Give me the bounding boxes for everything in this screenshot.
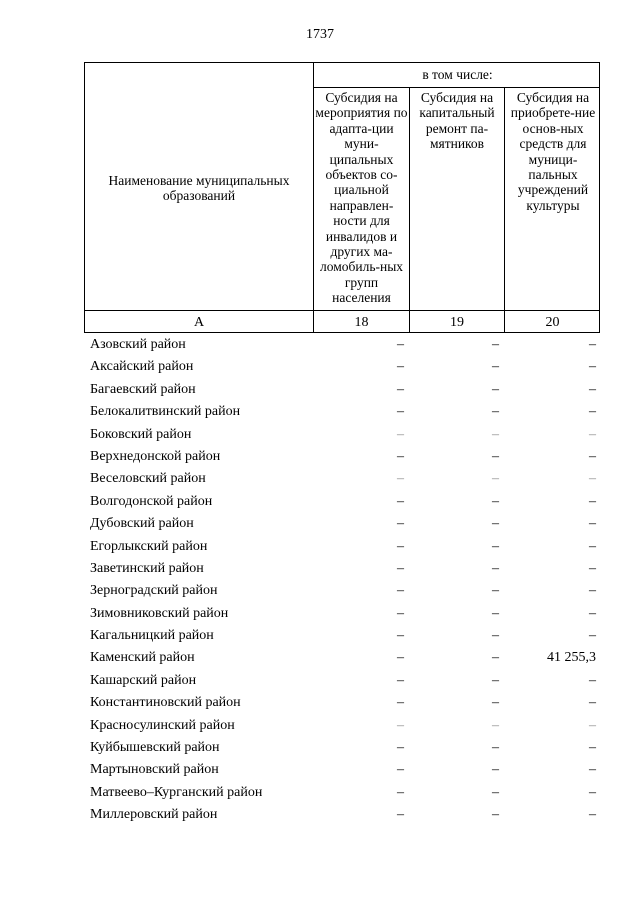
district-name: Каменский район [90, 650, 195, 666]
value-col-18: – [397, 762, 404, 778]
table-row [0, 379, 640, 401]
value-col-18: – [397, 493, 404, 509]
district-name: Константиновский район [90, 695, 241, 711]
district-name: Зимовниковский район [90, 605, 229, 621]
value-col-20: – [589, 605, 596, 621]
column-number-a: А [193, 315, 205, 330]
divider [85, 310, 600, 311]
column-number-20: 20 [545, 315, 560, 330]
value-col-20: – [589, 381, 596, 397]
table-row [0, 759, 640, 781]
value-col-18: – [397, 583, 404, 599]
table-body [0, 334, 640, 827]
value-col-19: – [492, 740, 499, 756]
value-col-18: – [397, 538, 404, 554]
value-col-18: – [397, 628, 404, 644]
value-col-19: – [492, 583, 499, 599]
value-col-20: – [589, 784, 596, 800]
table-header [84, 62, 600, 333]
column-19-header: Субсидия на капитальный ремонт па-мятников [419, 90, 495, 152]
district-name: Дубовский район [90, 516, 194, 532]
value-col-19: – [492, 381, 499, 397]
value-col-19: – [492, 493, 499, 509]
value-col-20: – [589, 762, 596, 778]
table-row [0, 647, 640, 669]
value-col-20: – [589, 807, 596, 823]
table-row [0, 468, 640, 490]
value-col-18: – [397, 560, 404, 576]
table-row [0, 356, 640, 378]
value-col-19: – [492, 605, 499, 621]
value-col-18: – [397, 650, 404, 666]
district-name: Веселовский район [90, 471, 206, 487]
value-col-19: – [492, 471, 499, 487]
value-col-19: – [492, 404, 499, 420]
value-col-18: – [397, 807, 404, 823]
value-col-19: – [492, 560, 499, 576]
value-col-19: – [492, 516, 499, 532]
value-col-20: – [589, 337, 596, 352]
value-col-20: – [589, 448, 596, 464]
table-row [0, 536, 640, 558]
table-row [0, 580, 640, 602]
table-row [0, 625, 640, 647]
value-col-19: – [492, 717, 499, 733]
district-name: Волгодонской район [90, 493, 213, 509]
value-col-20: – [589, 426, 596, 442]
value-col-20: – [589, 516, 596, 532]
value-col-18: – [397, 695, 404, 711]
value-col-18: – [397, 404, 404, 420]
district-name: Заветинский район [90, 560, 204, 576]
value-col-19: – [492, 672, 499, 688]
page-number: 1737 [306, 27, 334, 42]
district-name: Багаевский район [90, 381, 196, 397]
district-name: Боковский район [90, 426, 192, 442]
district-name: Азовский район [90, 337, 186, 352]
value-col-18: – [397, 784, 404, 800]
value-col-19: – [492, 538, 499, 554]
table-row [0, 446, 640, 468]
value-col-20: – [589, 493, 596, 509]
district-name: Зерноградский район [90, 583, 218, 599]
table-row [0, 670, 640, 692]
value-col-18: – [397, 740, 404, 756]
including-header: в том числе: [422, 67, 493, 82]
divider [313, 87, 600, 88]
table-row [0, 692, 640, 714]
value-col-18: – [397, 359, 404, 375]
value-col-18: – [397, 426, 404, 442]
value-col-19: – [492, 784, 499, 800]
district-name: Миллеровский район [90, 807, 218, 823]
value-col-18: – [397, 605, 404, 621]
column-20-header: Субсидия на приобрете-ние основ-ных средств для муници-пальных учреждений культуры [510, 90, 596, 213]
value-col-19: – [492, 448, 499, 464]
district-name: Кагальницкий район [90, 628, 214, 644]
table-row [0, 782, 640, 804]
value-col-18: – [397, 381, 404, 397]
table-row [0, 424, 640, 446]
value-col-19: – [492, 359, 499, 375]
district-name: Верхнедонской район [90, 448, 221, 464]
value-col-18: – [397, 448, 404, 464]
district-name: Матвеево–Курганский район [90, 784, 263, 800]
value-col-20: – [589, 740, 596, 756]
district-name: Белокалитвинский район [90, 404, 241, 420]
district-name: Красносулинский район [90, 717, 235, 733]
value-col-19: – [492, 628, 499, 644]
table-row [0, 491, 640, 513]
value-col-19: – [492, 426, 499, 442]
value-col-20: – [589, 672, 596, 688]
district-name: Мартыновский район [90, 762, 219, 778]
table-row [0, 804, 640, 826]
value-col-19: – [492, 762, 499, 778]
district-name: Аксайский район [90, 359, 194, 375]
value-col-18: – [397, 337, 404, 352]
value-col-20: – [589, 717, 596, 733]
value-col-18: – [397, 717, 404, 733]
column-number-18: 18 [354, 315, 369, 330]
value-col-20: – [589, 695, 596, 711]
value-col-20: 41 255,3 [547, 650, 596, 666]
value-col-18: – [397, 516, 404, 532]
value-col-18: – [397, 672, 404, 688]
district-name: Куйбышевский район [90, 740, 220, 756]
value-col-19: – [492, 695, 499, 711]
column-18-header: Субсидия на мероприятия по адапта-ции муни-ципальных объектов со-циальной направлен-ности для инвалидов и других ма-ломобиль-ных групп населения [315, 90, 408, 306]
value-col-19: – [492, 337, 499, 352]
value-col-19: – [492, 807, 499, 823]
table-row [0, 558, 640, 580]
value-col-20: – [589, 628, 596, 644]
table-row [0, 334, 640, 356]
table-row [0, 715, 640, 737]
table-row [0, 737, 640, 759]
table-row [0, 513, 640, 535]
value-col-20: – [589, 359, 596, 375]
value-col-18: – [397, 471, 404, 487]
column-number-19: 19 [450, 315, 464, 330]
value-col-20: – [589, 560, 596, 576]
district-name: Кашарский район [90, 672, 197, 688]
district-name: Егорлыкский район [90, 538, 208, 554]
table-row [0, 603, 640, 625]
value-col-20: – [589, 538, 596, 554]
value-col-20: – [589, 471, 596, 487]
value-col-20: – [589, 583, 596, 599]
value-col-20: – [589, 404, 596, 420]
value-col-19: – [492, 650, 499, 666]
name-column-header: Наименование муниципальных образований [108, 173, 290, 204]
table-row [0, 401, 640, 423]
